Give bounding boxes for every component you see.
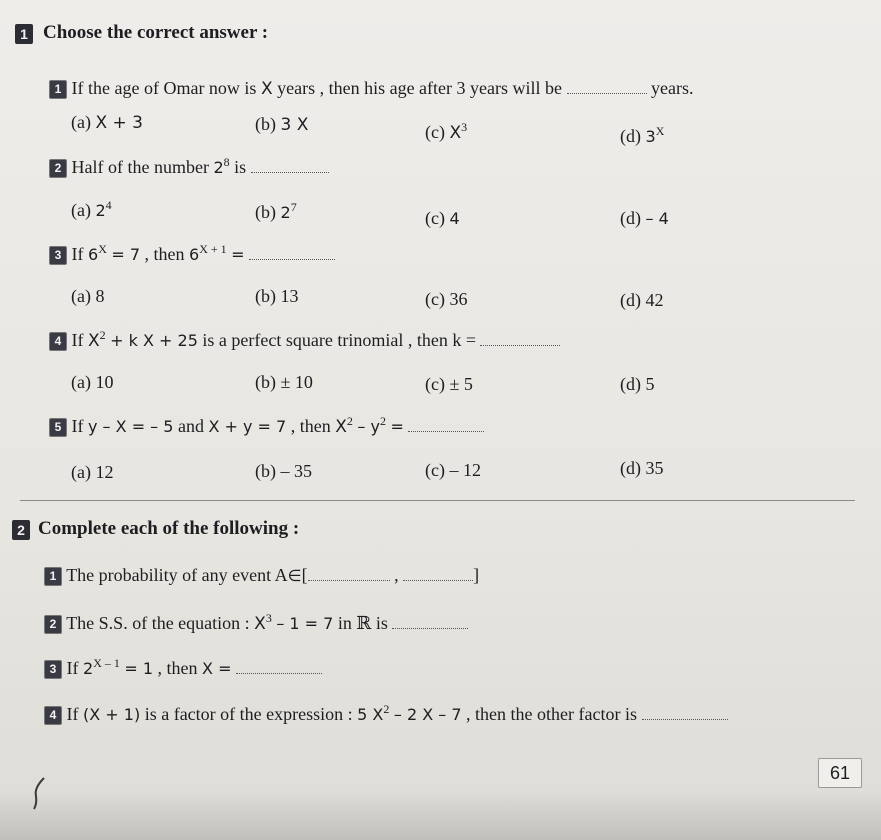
option-value: X + 3 bbox=[95, 113, 143, 133]
option-value: 4 bbox=[449, 209, 460, 228]
option-base: 2 bbox=[95, 201, 106, 220]
math-expr: – y bbox=[357, 417, 380, 436]
section-2-header bbox=[12, 518, 299, 540]
question-text: years , then his age after 3 years will be bbox=[277, 78, 562, 98]
element-of-symbol: ∈ bbox=[287, 566, 302, 585]
section-2-number: 2 bbox=[12, 520, 30, 540]
math-expr: = 1 bbox=[124, 659, 154, 678]
option-value: 8 bbox=[95, 286, 105, 306]
math-expr: X + y = 7 bbox=[208, 417, 287, 436]
item-text: If bbox=[66, 658, 79, 678]
math-expr: – 1 = 7 bbox=[276, 614, 334, 633]
option-exponent: X bbox=[655, 124, 665, 138]
question-text: If the age of Omar now is bbox=[71, 78, 257, 98]
option-label: (c) bbox=[425, 374, 445, 394]
answer-blank[interactable] bbox=[392, 614, 468, 629]
option-exponent: 3 bbox=[461, 120, 468, 134]
option-value: 12 bbox=[95, 462, 114, 482]
option-value: ± 10 bbox=[280, 372, 313, 392]
option-a[interactable] bbox=[71, 286, 104, 307]
item-text: is a factor of the expression : bbox=[144, 704, 353, 724]
bracket: ] bbox=[473, 565, 480, 585]
question-text: If bbox=[71, 330, 84, 350]
page-number: 61 bbox=[818, 758, 862, 788]
question-text: , then bbox=[290, 416, 331, 436]
question-text: is a perfect square trinomial , then k = bbox=[202, 330, 476, 350]
option-d[interactable] bbox=[620, 374, 655, 395]
option-b[interactable] bbox=[255, 286, 299, 307]
item-text: If bbox=[66, 704, 79, 724]
option-d[interactable] bbox=[620, 458, 664, 479]
option-label: (b) bbox=[255, 461, 276, 481]
question-number: 2 bbox=[49, 159, 67, 178]
math-base: X bbox=[335, 417, 347, 437]
math-exponent: X – 1 bbox=[93, 656, 120, 670]
question-text: If bbox=[71, 416, 84, 436]
real-numbers-symbol: ℝ bbox=[356, 613, 372, 633]
item-text: The S.S. of the equation : bbox=[66, 613, 250, 633]
math-exponent: 2 bbox=[379, 414, 386, 428]
question-number: 3 bbox=[49, 246, 67, 265]
math-expr: 5 X bbox=[357, 705, 384, 724]
option-a[interactable] bbox=[71, 372, 113, 393]
option-label: (d) bbox=[620, 126, 641, 146]
option-base: 2 bbox=[280, 203, 291, 222]
answer-blank-1[interactable] bbox=[308, 566, 390, 581]
math-expr: (X + 1) bbox=[83, 705, 141, 724]
option-label: (c) bbox=[425, 289, 445, 309]
item-text: , then the other factor is bbox=[466, 704, 637, 724]
complete-item-3 bbox=[44, 656, 322, 679]
math-base: 6 bbox=[189, 245, 200, 264]
math-base: 2 bbox=[213, 158, 224, 177]
option-b[interactable] bbox=[255, 372, 313, 393]
question-2 bbox=[49, 155, 329, 178]
option-c[interactable] bbox=[425, 289, 467, 310]
option-value: 35 bbox=[645, 458, 664, 478]
option-label: (b) bbox=[255, 202, 276, 222]
math-base: 2 bbox=[83, 659, 94, 678]
math-exponent: 2 bbox=[383, 702, 390, 716]
option-label: (a) bbox=[71, 462, 91, 482]
math-expr: – 2 X – 7 bbox=[393, 705, 462, 724]
option-label: (d) bbox=[620, 458, 641, 478]
option-label: (c) bbox=[425, 122, 445, 142]
math-exponent: 8 bbox=[223, 155, 230, 169]
option-b[interactable] bbox=[255, 114, 308, 135]
item-number: 1 bbox=[44, 567, 62, 586]
option-base: X bbox=[449, 123, 462, 143]
complete-item-4 bbox=[44, 702, 728, 725]
bracket: [ bbox=[301, 565, 308, 585]
option-label: (a) bbox=[71, 200, 91, 220]
comma: , bbox=[394, 565, 399, 585]
answer-blank[interactable] bbox=[480, 331, 560, 346]
option-label: (d) bbox=[620, 374, 641, 394]
question-3 bbox=[49, 242, 335, 265]
section-2-title: Complete each of the following : bbox=[38, 518, 300, 539]
question-number: 1 bbox=[49, 80, 67, 99]
math-exponent: 3 bbox=[265, 611, 272, 625]
item-number: 2 bbox=[44, 615, 62, 634]
option-value: 36 bbox=[449, 289, 468, 309]
answer-blank[interactable] bbox=[249, 245, 335, 260]
math-base: X bbox=[254, 614, 266, 634]
math-expr: = 7 bbox=[111, 245, 141, 264]
question-text: and bbox=[177, 416, 204, 436]
question-1 bbox=[49, 78, 693, 99]
option-b[interactable] bbox=[255, 200, 297, 223]
item-text: The probability of any event A bbox=[66, 565, 288, 585]
section-1-number: 1 bbox=[15, 24, 33, 44]
option-label: (c) bbox=[425, 460, 445, 480]
question-text: is bbox=[234, 157, 247, 177]
option-d[interactable] bbox=[620, 290, 664, 311]
option-value: 10 bbox=[95, 372, 114, 392]
math-expr: + k X + 25 bbox=[110, 331, 198, 350]
math-base: 6 bbox=[88, 245, 99, 264]
option-c[interactable] bbox=[425, 374, 473, 395]
option-a[interactable] bbox=[71, 112, 143, 133]
answer-blank[interactable] bbox=[642, 705, 728, 720]
answer-blank-2[interactable] bbox=[403, 566, 473, 581]
math-expr: X = bbox=[202, 659, 232, 678]
option-a[interactable] bbox=[71, 198, 112, 221]
question-number: 5 bbox=[49, 418, 67, 437]
item-text: , then bbox=[157, 658, 198, 678]
option-label: (c) bbox=[425, 208, 445, 228]
section-1-title: Choose the correct answer : bbox=[43, 22, 269, 43]
option-label: (b) bbox=[255, 286, 276, 306]
answer-blank[interactable] bbox=[236, 659, 322, 674]
option-a[interactable] bbox=[71, 462, 113, 483]
math-var: X bbox=[260, 79, 273, 99]
option-d[interactable] bbox=[620, 208, 669, 229]
option-c[interactable] bbox=[425, 208, 460, 229]
option-b[interactable] bbox=[255, 461, 312, 482]
item-text: is bbox=[375, 613, 388, 633]
option-label: (b) bbox=[255, 114, 276, 134]
question-text: If bbox=[71, 244, 84, 264]
option-value: 13 bbox=[280, 286, 299, 306]
item-number: 4 bbox=[44, 706, 62, 725]
item-text: in bbox=[337, 613, 352, 633]
option-label: (d) bbox=[620, 290, 641, 310]
option-c[interactable] bbox=[425, 460, 481, 481]
complete-item-2 bbox=[44, 611, 468, 634]
math-expr: y – X = – 5 bbox=[88, 417, 174, 436]
answer-blank[interactable] bbox=[567, 79, 647, 94]
option-label: (a) bbox=[71, 286, 91, 306]
question-number: 4 bbox=[49, 332, 67, 351]
option-label: (b) bbox=[255, 372, 276, 392]
option-value: ± 5 bbox=[449, 374, 473, 394]
question-4 bbox=[49, 328, 560, 351]
option-label: (a) bbox=[71, 112, 91, 132]
complete-item-1 bbox=[44, 565, 479, 586]
option-value: – 4 bbox=[645, 209, 669, 228]
question-5 bbox=[49, 414, 484, 437]
math-exponent: X + 1 bbox=[199, 242, 227, 256]
option-label: (a) bbox=[71, 372, 91, 392]
option-d[interactable] bbox=[620, 124, 664, 147]
page-shadow bbox=[0, 790, 881, 840]
answer-blank[interactable] bbox=[408, 417, 484, 432]
item-number: 3 bbox=[44, 660, 62, 679]
option-value: 5 bbox=[645, 374, 655, 394]
option-c[interactable] bbox=[425, 120, 467, 143]
math-exponent: X bbox=[98, 242, 107, 256]
option-base: 3 bbox=[645, 127, 656, 146]
math-base: X bbox=[88, 331, 100, 351]
math-expr: = bbox=[390, 417, 404, 436]
question-text: Half of the number bbox=[71, 157, 209, 177]
option-value: 3 X bbox=[280, 115, 309, 135]
option-exponent: 7 bbox=[290, 200, 297, 214]
math-exponent: 2 bbox=[99, 328, 106, 342]
option-label: (d) bbox=[620, 208, 641, 228]
math-expr: = bbox=[231, 245, 245, 264]
section-1-header bbox=[15, 22, 268, 44]
option-value: 42 bbox=[645, 290, 664, 310]
option-exponent: 4 bbox=[105, 198, 112, 212]
question-text: years. bbox=[651, 78, 694, 98]
math-exponent: 2 bbox=[346, 414, 353, 428]
section-divider bbox=[20, 500, 855, 501]
question-text: , then bbox=[144, 244, 185, 264]
option-value: – 12 bbox=[449, 460, 481, 480]
answer-blank[interactable] bbox=[251, 158, 329, 173]
option-value: – 35 bbox=[280, 461, 312, 481]
